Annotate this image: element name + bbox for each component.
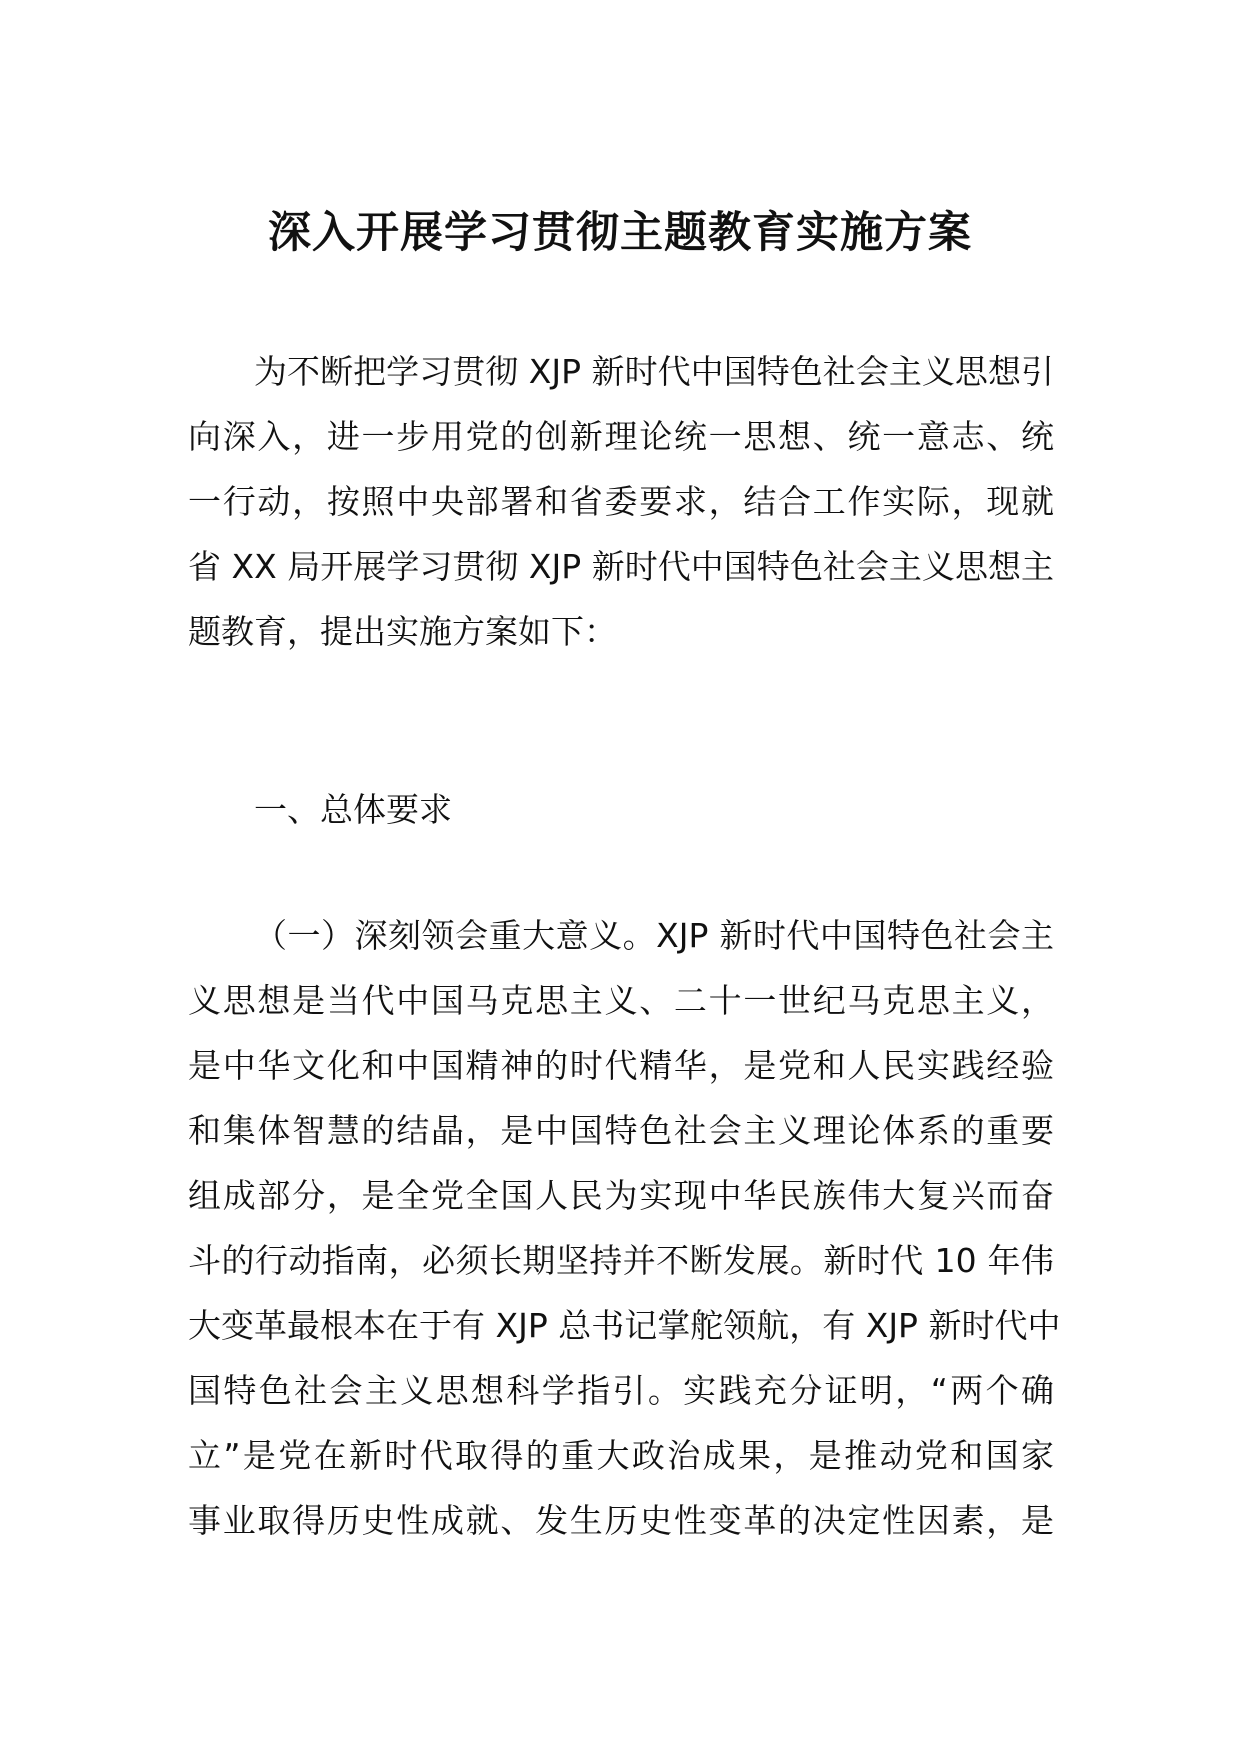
intro-line-3: 一行动，按照中央部署和省委要求，结合工作实际，现就 [188, 482, 1054, 521]
subsection-line-1: （一）深刻领会重大意义。XJP 新时代中国特色社会主 [254, 916, 1054, 955]
subsection-line-9: 立”是党在新时代取得的重大政治成果，是推动党和国家 [188, 1436, 1054, 1475]
intro-line-4: 省 XX 局开展学习贯彻 XJP 新时代中国特色社会主义思想主 [188, 547, 1054, 586]
section-heading: 一、总体要求 [254, 790, 452, 829]
document-title: 深入开展学习贯彻主题教育实施方案 [268, 208, 972, 258]
subsection-line-5: 组成部分，是全党全国人民为实现中华民族伟大复兴而奋 [188, 1176, 1054, 1215]
subsection-line-10: 事业取得历史性成就、发生历史性变革的决定性因素，是 [188, 1501, 1054, 1540]
subsection-line-3: 是中华文化和中国精神的时代精华，是党和人民实践经验 [188, 1046, 1054, 1085]
intro-line-2: 向深入，进一步用党的创新理论统一思想、统一意志、统 [188, 417, 1054, 456]
subsection-line-6: 斗的行动指南，必须长期坚持并不断发展。新时代 10 年伟 [188, 1241, 1054, 1280]
subsection-line-8: 国特色社会主义思想科学指引。实践充分证明，“两个确 [188, 1371, 1054, 1410]
subsection-line-2: 义思想是当代中国马克思主义、二十一世纪马克思主义， [188, 981, 1054, 1020]
intro-line-1: 为不断把学习贯彻 XJP 新时代中国特色社会主义思想引 [254, 352, 1054, 391]
intro-line-5: 题教育，提出实施方案如下： [188, 612, 617, 651]
subsection-line-4: 和集体智慧的结晶，是中国特色社会主义理论体系的重要 [188, 1111, 1054, 1150]
subsection-line-7: 大变革最根本在于有 XJP 总书记掌舵领航，有 XJP 新时代中 [188, 1306, 1061, 1345]
